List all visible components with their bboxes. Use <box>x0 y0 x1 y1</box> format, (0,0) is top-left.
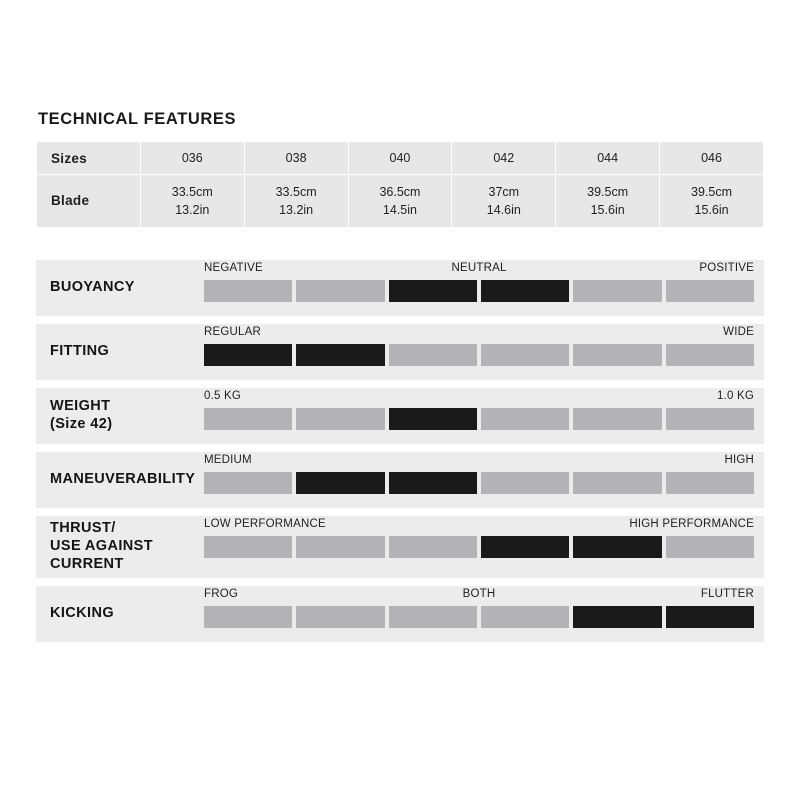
blade-cm: 33.5cm <box>275 184 317 199</box>
size-cell: 044 <box>556 142 660 175</box>
scale-labels <box>204 586 754 606</box>
feature-label <box>36 452 204 508</box>
scale-label-left: MEDIUM <box>204 454 252 466</box>
blade-cell <box>556 175 660 228</box>
feature-scale <box>204 586 764 642</box>
scale-label-right: WIDE <box>723 326 754 338</box>
blade-cell <box>244 175 348 228</box>
scale-segment-inactive <box>296 606 384 628</box>
size-cell: 036 <box>140 142 244 175</box>
scale-labels <box>204 260 754 280</box>
blade-in: 15.6in <box>694 203 729 217</box>
feature-label-line: USE AGAINST <box>50 538 153 555</box>
feature-label-line: THRUST/ <box>50 520 116 537</box>
feature-row <box>36 516 764 578</box>
feature-label-line: CURRENT <box>50 555 124 572</box>
sizes-table <box>36 141 764 228</box>
scale-segments <box>204 408 754 430</box>
feature-scale <box>204 516 764 578</box>
blade-in: 13.2in <box>279 203 314 217</box>
scale-segment-active <box>389 472 477 494</box>
scale-label-left: NEGATIVE <box>204 262 263 274</box>
feature-scale-list <box>36 260 764 642</box>
scale-segment-active <box>573 536 661 558</box>
scale-segment-active <box>296 344 384 366</box>
feature-scale <box>204 388 764 444</box>
scale-label-right: FLUTTER <box>700 588 754 600</box>
scale-segment-active <box>481 536 569 558</box>
scale-segment-inactive <box>666 280 754 302</box>
feature-label <box>36 586 204 642</box>
table-row-blade <box>37 175 764 228</box>
sizes-row-label: Sizes <box>37 142 141 175</box>
feature-label-line: FITTING <box>50 343 110 360</box>
feature-label-line: WEIGHT <box>50 398 111 415</box>
scale-segment-inactive <box>573 408 661 430</box>
feature-scale <box>204 452 764 508</box>
blade-cm: 39.5cm <box>691 184 733 199</box>
blade-in: 14.5in <box>382 203 417 217</box>
feature-row <box>36 388 764 444</box>
blade-cell <box>660 175 764 228</box>
scale-label-left: REGULAR <box>204 326 261 338</box>
scale-segment-inactive <box>666 536 754 558</box>
scale-segments <box>204 280 754 302</box>
blade-cell <box>348 175 452 228</box>
blade-in: 15.6in <box>590 203 625 217</box>
feature-row <box>36 324 764 380</box>
feature-row <box>36 260 764 316</box>
scale-segment-inactive <box>204 606 292 628</box>
feature-scale <box>204 324 764 380</box>
scale-label-center: BOTH <box>462 588 496 600</box>
scale-label-right: POSITIVE <box>699 262 754 274</box>
scale-segment-inactive <box>389 344 477 366</box>
table-row-sizes <box>37 142 764 175</box>
scale-segment-inactive <box>481 606 569 628</box>
scale-segment-inactive <box>666 344 754 366</box>
scale-segment-inactive <box>573 280 661 302</box>
feature-label-line: KICKING <box>50 605 115 622</box>
scale-segment-inactive <box>296 536 384 558</box>
scale-segment-active <box>296 472 384 494</box>
scale-segment-active <box>389 280 477 302</box>
scale-label-left: 0.5 KG <box>204 390 241 402</box>
scale-segments <box>204 536 754 558</box>
scale-label-right: HIGH <box>724 454 754 466</box>
scale-segment-inactive <box>204 536 292 558</box>
size-cell: 038 <box>244 142 348 175</box>
feature-label <box>36 516 204 578</box>
scale-segment-inactive <box>481 472 569 494</box>
feature-label-line: BUOYANCY <box>50 279 135 296</box>
size-cell: 042 <box>452 142 556 175</box>
scale-segment-inactive <box>389 536 477 558</box>
blade-in: 13.2in <box>175 203 210 217</box>
blade-cm: 33.5cm <box>171 184 213 199</box>
scale-label-center: NEUTRAL <box>451 262 507 274</box>
scale-segment-active <box>204 344 292 366</box>
feature-label <box>36 260 204 316</box>
scale-segment-inactive <box>481 408 569 430</box>
blade-cm: 36.5cm <box>379 184 421 199</box>
size-cell: 040 <box>348 142 452 175</box>
scale-segment-inactive <box>204 408 292 430</box>
scale-labels <box>204 452 754 472</box>
scale-segment-inactive <box>389 606 477 628</box>
feature-row <box>36 586 764 642</box>
scale-segment-active <box>573 606 661 628</box>
scale-segment-active <box>481 280 569 302</box>
scale-label-left: LOW PERFORMANCE <box>204 518 326 530</box>
blade-cell <box>140 175 244 228</box>
scale-label-right: 1.0 KG <box>717 390 754 402</box>
scale-segment-active <box>389 408 477 430</box>
page-title: TECHNICAL FEATURES <box>38 110 237 128</box>
size-cell: 046 <box>660 142 764 175</box>
scale-segment-inactive <box>296 280 384 302</box>
feature-scale <box>204 260 764 316</box>
feature-label-line: MANEUVERABILITY <box>50 471 196 488</box>
scale-labels <box>204 324 754 344</box>
scale-segment-inactive <box>296 408 384 430</box>
scale-segment-inactive <box>481 344 569 366</box>
blade-cm: 37cm <box>488 184 520 199</box>
scale-segment-inactive <box>573 344 661 366</box>
scale-segment-inactive <box>204 280 292 302</box>
blade-cell <box>452 175 556 228</box>
scale-segment-inactive <box>666 408 754 430</box>
scale-segments <box>204 472 754 494</box>
scale-segments <box>204 344 754 366</box>
scale-label-right: HIGH PERFORMANCE <box>629 518 754 530</box>
scale-segment-inactive <box>204 472 292 494</box>
scale-segments <box>204 606 754 628</box>
blade-row-label: Blade <box>37 175 141 228</box>
scale-labels <box>204 388 754 408</box>
blade-cm: 39.5cm <box>587 184 629 199</box>
scale-label-left: FROG <box>204 588 239 600</box>
scale-labels <box>204 516 754 536</box>
blade-in: 14.6in <box>486 203 521 217</box>
scale-segment-inactive <box>666 472 754 494</box>
scale-segment-active <box>666 606 754 628</box>
scale-segment-inactive <box>573 472 661 494</box>
feature-label <box>36 388 204 444</box>
feature-label <box>36 324 204 380</box>
feature-label-line: (Size 42) <box>50 416 113 432</box>
feature-row <box>36 452 764 508</box>
